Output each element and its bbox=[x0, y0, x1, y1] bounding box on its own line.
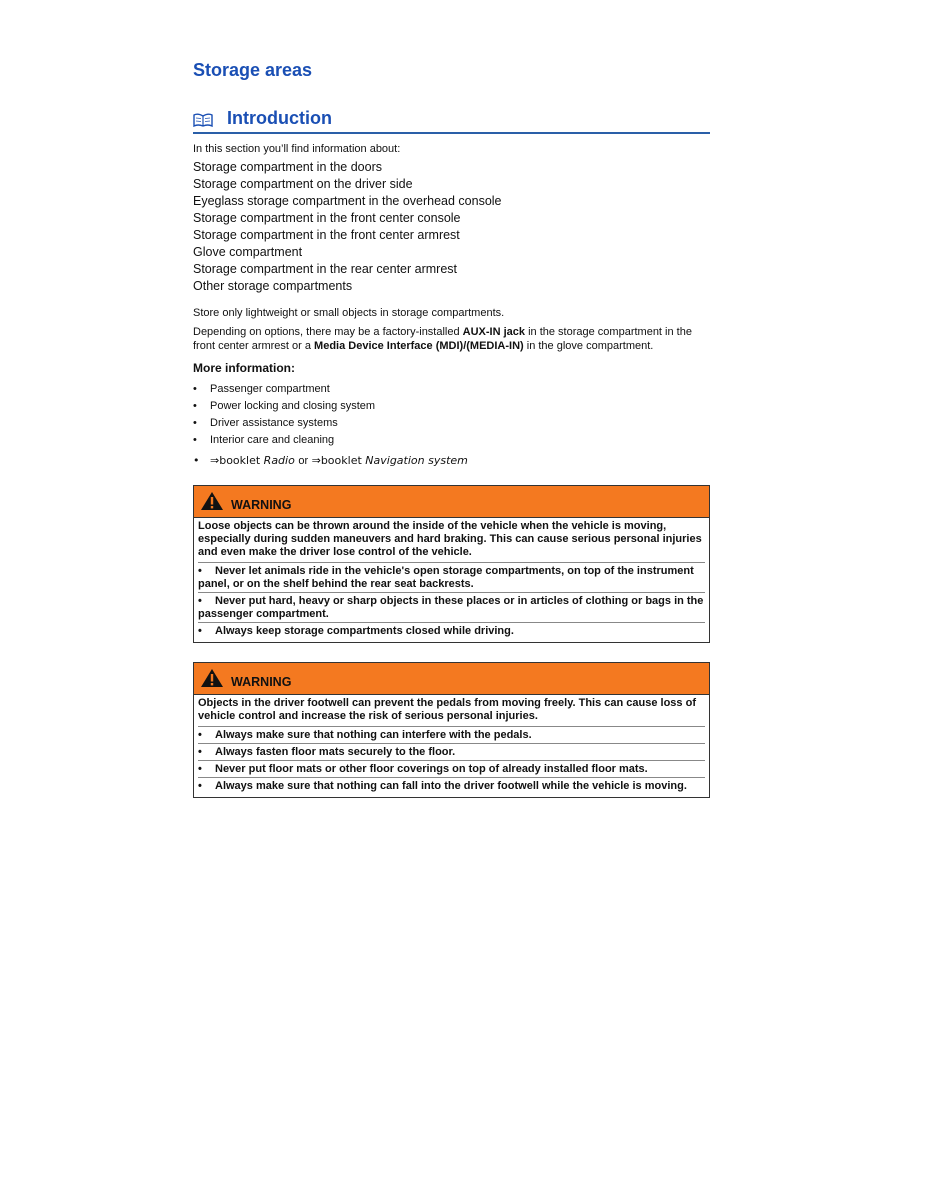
more-info-link[interactable]: • Power locking and closing system bbox=[193, 398, 468, 415]
more-information-heading: More information: bbox=[193, 361, 295, 375]
toc-link[interactable]: Eyeglass storage compartment in the overhead console bbox=[193, 194, 502, 208]
book-icon bbox=[193, 113, 213, 127]
bullet: • bbox=[198, 780, 202, 792]
warning-lead: Loose objects can be thrown around the inside of the vehicle when the vehicle is moving, especially during sudden maneuvers and hard braking. This can cause serious personal injuries and even make the driver lose control of the vehicle. bbox=[198, 520, 702, 558]
bullet: • bbox=[198, 595, 202, 607]
bullet: • bbox=[198, 625, 202, 637]
warning-triangle-icon bbox=[200, 491, 224, 511]
warning-lead: Objects in the driver footwell can prevent the pedals from moving freely. This can cause loss of vehicle control and increase the risk of serious personal injuries. bbox=[198, 697, 696, 722]
introduction-title: Introduction bbox=[227, 108, 332, 128]
toc-intro: In this section you’ll find information about: bbox=[193, 143, 401, 155]
toc-list bbox=[193, 159, 502, 295]
more-info-link[interactable]: • Interior care and cleaning bbox=[193, 432, 468, 449]
booklet-navigation-link[interactable]: Navigation system bbox=[365, 454, 468, 467]
mdi-term: Media Device Interface (MDI)/(MEDIA-IN) bbox=[314, 340, 524, 352]
toc-link[interactable]: Storage compartment in the doors bbox=[193, 160, 382, 174]
warning-item bbox=[198, 622, 705, 639]
warning-item bbox=[198, 777, 705, 794]
warning-item-text: Always fasten floor mats securely to the floor. bbox=[215, 746, 456, 758]
more-info-link[interactable]: • Passenger compartment bbox=[193, 381, 468, 398]
warning-item-text: Never let animals ride in the vehicle's open storage compartments, on top of the instrument panel, or on the shelf behind the rear seat backrests. bbox=[198, 565, 694, 590]
warning-header bbox=[194, 663, 709, 695]
options-note bbox=[193, 325, 710, 353]
toc-link[interactable]: Storage compartment in the front center armrest bbox=[193, 228, 460, 242]
warning-item bbox=[198, 760, 705, 777]
warning-item-text: Never put floor mats or other floor coverings on top of already installed floor mats. bbox=[215, 763, 648, 775]
toc-link[interactable]: Storage compartment on the driver side bbox=[193, 177, 413, 191]
bullet: • bbox=[198, 565, 202, 577]
warning-item bbox=[198, 592, 705, 622]
booklet-reference bbox=[193, 452, 468, 469]
arrow-icon: ⇒ bbox=[311, 454, 321, 467]
more-information-list bbox=[193, 381, 468, 469]
warning-item bbox=[198, 726, 705, 743]
warning-label: WARNING bbox=[231, 675, 292, 689]
warning-triangle-icon bbox=[200, 668, 224, 688]
toc-link[interactable]: Storage compartment in the rear center armrest bbox=[193, 262, 458, 276]
warning-item-text: Always make sure that nothing can interfere with the pedals. bbox=[215, 729, 532, 741]
bullet: • bbox=[198, 729, 202, 741]
warning-box bbox=[193, 485, 710, 643]
options-text: Depending on options, there may be a factory-installed bbox=[193, 326, 463, 338]
warning-item bbox=[198, 743, 705, 760]
warning-item-text: Always make sure that nothing can fall into the driver footwell while the vehicle is moving. bbox=[215, 780, 687, 792]
booklet-word: booklet bbox=[320, 454, 362, 467]
booklet-or: or bbox=[298, 455, 309, 467]
warning-item-text: Always keep storage compartments closed while driving. bbox=[215, 625, 514, 637]
introduction-heading bbox=[193, 106, 710, 134]
warning-header bbox=[194, 486, 709, 518]
arrow-icon: ⇒ bbox=[210, 454, 220, 467]
warning-label: WARNING bbox=[231, 498, 292, 512]
toc-link[interactable]: Glove compartment bbox=[193, 245, 303, 259]
aux-in-jack-term: AUX-IN jack bbox=[462, 326, 526, 338]
booklet-word: booklet bbox=[219, 454, 261, 467]
bullet: • bbox=[198, 763, 202, 775]
booklet-radio-link[interactable]: Radio bbox=[263, 454, 295, 467]
warning-box bbox=[193, 662, 710, 798]
bullet: • bbox=[198, 746, 202, 758]
more-info-link[interactable]: • Driver assistance systems bbox=[193, 415, 468, 432]
warning-item-text: Never put hard, heavy or sharp objects in these places or in articles of clothing or bags in the passenger compartment. bbox=[198, 595, 704, 620]
options-text: in the glove compartment. bbox=[523, 340, 654, 352]
warning-item bbox=[198, 562, 705, 592]
warning-body bbox=[194, 695, 709, 797]
storage-note: Store only lightweight or small objects in storage compartments. bbox=[193, 307, 505, 319]
section-title: Storage areas bbox=[193, 60, 313, 80]
toc-link[interactable]: Other storage compartments bbox=[193, 279, 353, 293]
options-text: in the storage compartment in the front center armrest or a bbox=[193, 326, 692, 352]
warning-body bbox=[194, 518, 709, 642]
toc-link[interactable]: Storage compartment in the front center console bbox=[193, 211, 461, 225]
